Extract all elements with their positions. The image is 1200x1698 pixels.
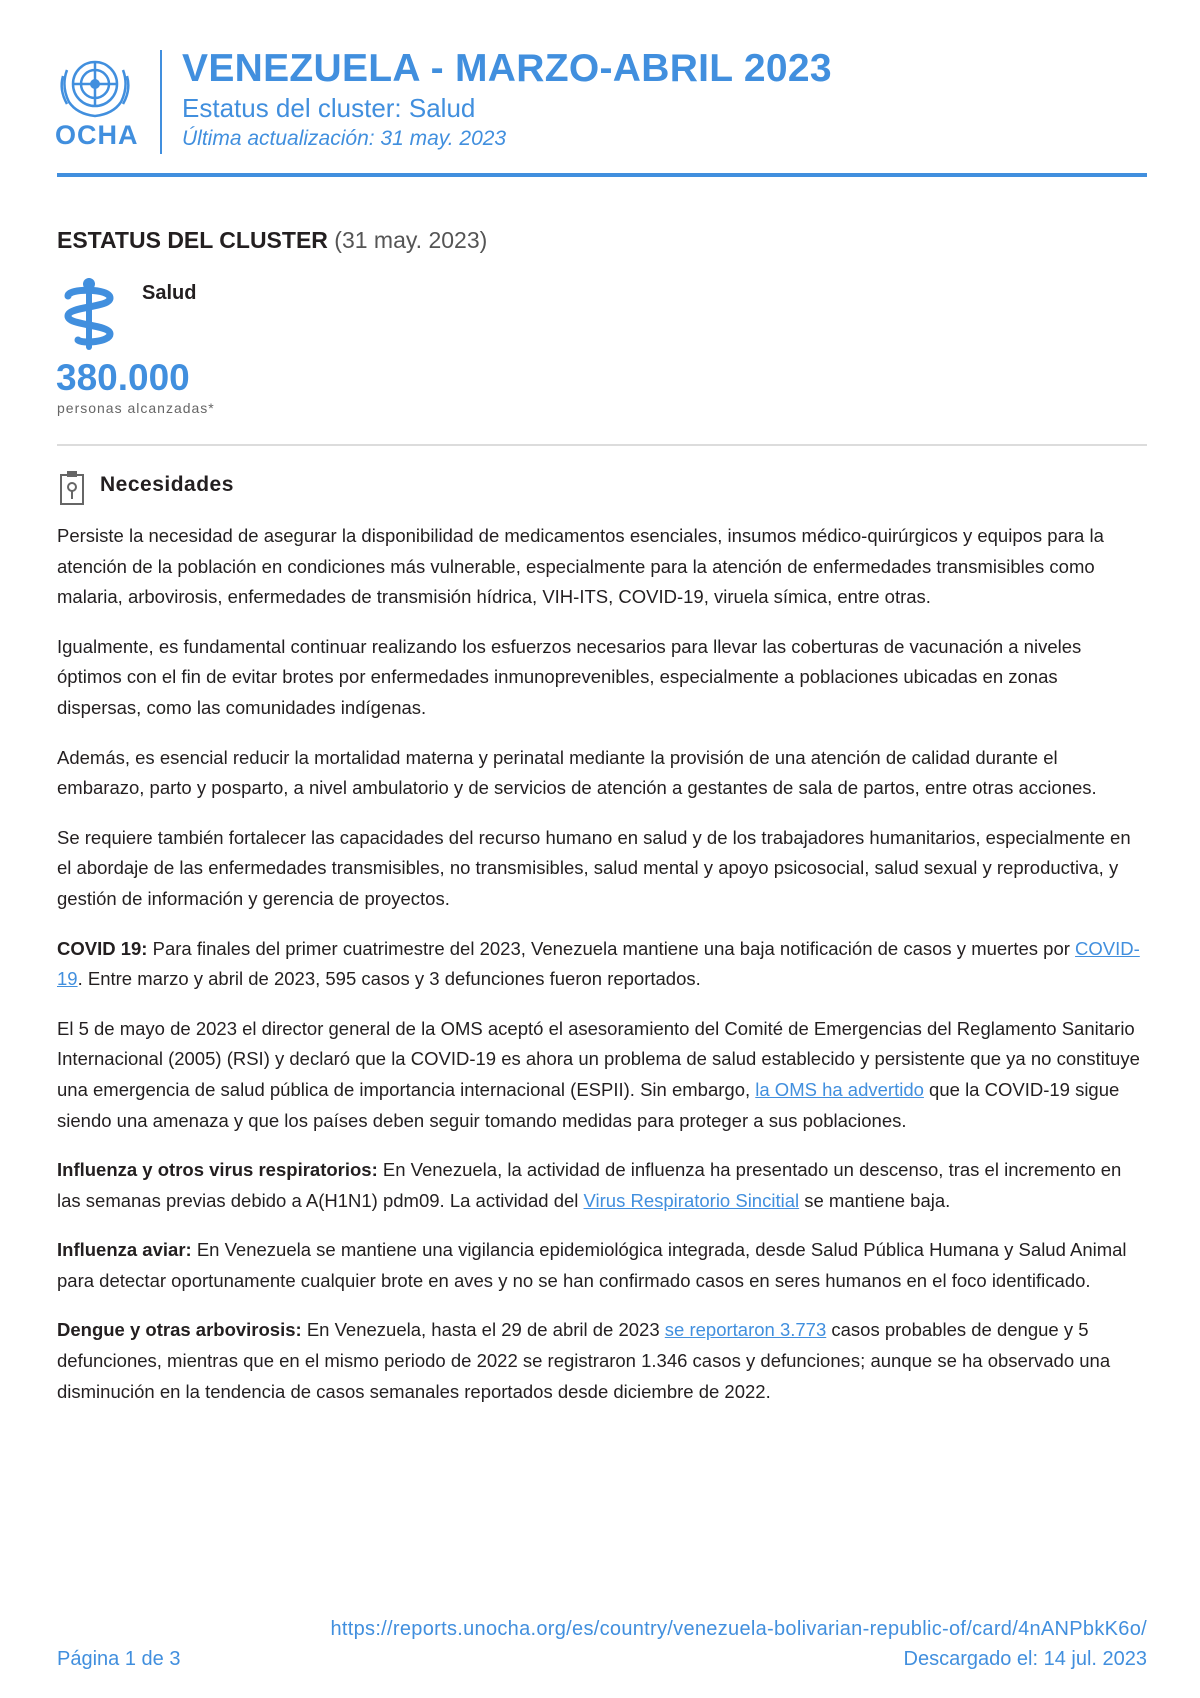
paragraph: Igualmente, es fundamental continuar realizando los esfuerzos necesarios para llevar las coberturas de vacunación a niveles óptimos con el fin de evitar brotes por enfermedades inmunoprevenibles, especialmente a poblaciones ubicadas en zonas dispersas, como las comunidades indígenas. (57, 635, 1082, 718)
people-reached-label: personas alcanzadas* (57, 400, 215, 416)
header-divider (160, 50, 162, 154)
ocha-logo (55, 52, 141, 151)
covid-paragraph (57, 934, 1147, 995)
text-span: Para finales del primer cuatrimestre del 2023, Venezuela mantiene una baja notificación de casos y muertes por (147, 937, 1076, 959)
avian-paragraph (57, 1235, 1147, 1296)
last-updated: Última actualización: 31 may. 2023 (182, 127, 507, 150)
needs-body (57, 521, 1147, 1426)
influenza-label: Influenza y otros virus respiratorios: (57, 1159, 378, 1181)
oms-link[interactable]: la OMS ha advertido (755, 1078, 924, 1100)
dengue-paragraph (57, 1315, 1147, 1407)
cluster-status-heading (57, 227, 487, 254)
text-span: . Entre marzo y abril de 2023, 595 casos y 3 defunciones fueron reportados. (77, 968, 701, 990)
source-url-link[interactable]: https://reports.unocha.org/es/country/venezuela-bolivarian-republic-of/card/4nANPbkK6o/ (330, 1618, 1147, 1640)
footer-url (57, 1618, 1147, 1641)
text-span: En Venezuela, hasta el 29 de abril de 2023 (301, 1319, 665, 1341)
paragraph: Se requiere también fortalecer las capacidades del recurso humano en salud y de los trabajadores humanitarios, especialmente en el abordaje de las enfermedades transmisibles, no transmisibles, salud mental y apoyo psicosocial, salud sexual y reproductiva, y gestión de información y gerencia de proyectos. (57, 826, 1131, 909)
text-span: En Venezuela se mantiene una vigilancia epidemiológica integrada, desde Salud Pública Humana y Salud Animal para detectar oportunamente cualquier brote en aves y no se han confirmado casos en seres humanos en el foco identificado. (57, 1239, 1127, 1291)
text-span: se mantiene baja. (799, 1189, 951, 1211)
needs-title: Necesidades (100, 473, 234, 496)
paragraph: Persiste la necesidad de asegurar la disponibilidad de medicamentos esenciales, insumos médico-quirúrgicos y equipos para la atención de la población en condiciones más vulnerable, especialmente para la atención de enfermedades transmisibles como malaria, arbovirosis, enfermedades de transmisión hídrica, VIH-ITS, COVID-19, viruela símica, entre otras. (57, 525, 1104, 608)
header-rule (57, 173, 1147, 177)
report-header (182, 46, 832, 154)
covid-link[interactable]: COVID-19 (57, 937, 1140, 990)
text-span: El 5 de mayo de 2023 el director general de la OMS aceptó el asesoramiento del Comité de Emergencias del Reglamento Sanitario Internacional (2005) (RSI) y declaró que la COVID-19 es ahora un problema de salud establecido y persistente que ya no constituye una emergencia de salud pública de importancia internacional (ESPII). Sin embargo, (57, 1017, 1140, 1100)
oms-paragraph (57, 1014, 1147, 1136)
covid-label: COVID 19: (57, 937, 148, 959)
vrs-link[interactable]: Virus Respiratorio Sincitial (583, 1189, 800, 1211)
text-span: que la COVID-19 sigue siendo una amenaza y que los países deben seguir tomando medidas para proteger a sus poblaciones. (57, 1078, 1120, 1131)
health-icon (62, 278, 116, 355)
needs-icon (60, 471, 84, 510)
cluster-name: Salud (142, 282, 197, 304)
page-number: Página 1 de 3 (57, 1648, 181, 1670)
cluster-status-date: (31 may. 2023) (334, 227, 488, 253)
section-divider (57, 444, 1147, 446)
dengue-label: Dengue y otras arbovirosis: (57, 1319, 302, 1341)
text-span: casos probables de dengue y 5 defunciones, mientras que en el mismo periodo de 2022 se registraron 1.346 casos y defunciones; aunque se ha observado una disminución en la tendencia de casos semanales reportados desde diciembre de 2022. (57, 1319, 1111, 1402)
cluster-status-label: ESTATUS DEL CLUSTER (57, 227, 328, 253)
page-subtitle: Estatus del cluster: Salud (182, 93, 476, 123)
influenza-paragraph (57, 1155, 1147, 1216)
paragraph: Además, es esencial reducir la mortalidad materna y perinatal mediante la provisión de una atención de calidad durante el embarazo, parto y posparto, a nivel ambulatorio y de servicios de atención a gestantes de sala de partos, entre otras acciones. (57, 746, 1097, 799)
un-emblem-icon (55, 52, 135, 118)
avian-label: Influenza aviar: (57, 1239, 192, 1261)
page-title: VENEZUELA - MARZO-ABRIL 2023 (182, 47, 832, 90)
people-reached-value: 380.000 (56, 357, 190, 398)
logo-text: OCHA (55, 120, 139, 150)
text-span: En Venezuela, la actividad de influenza ha presentado un descenso, tras el incremento en las semanas previas debido a A(H1N1) pdm09. La actividad del (57, 1159, 1122, 1211)
download-date: Descargado el: 14 jul. 2023 (903, 1648, 1147, 1670)
footer (57, 1648, 1147, 1671)
dengue-link[interactable]: se reportaron 3.773 (664, 1319, 827, 1341)
